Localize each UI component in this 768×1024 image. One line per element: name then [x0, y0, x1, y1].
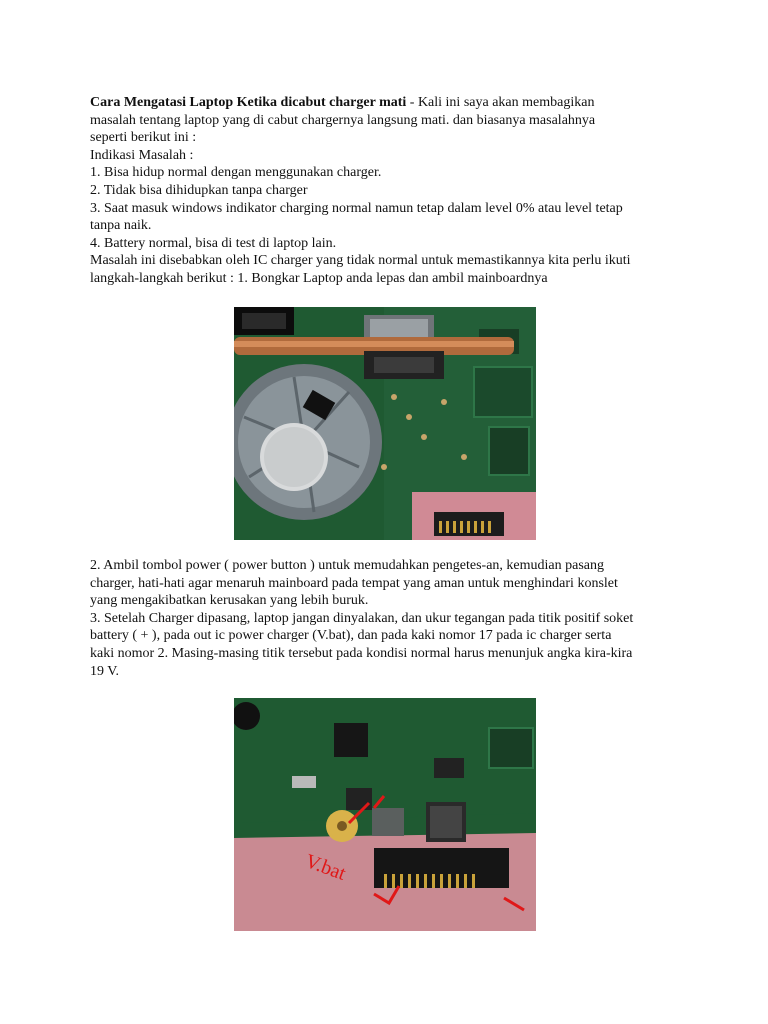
steps-section — [90, 557, 690, 680]
step-line: 19 V. — [90, 663, 120, 679]
problem-heading: Indikasi Masalah : — [90, 147, 194, 163]
intro-line: seperti berikut ini : — [90, 130, 197, 146]
cause-line: Masalah ini disebabkan oleh IC charger yang tidak normal untuk memastikannya kita perlu ikuti — [90, 253, 631, 269]
problem-item: 4. Battery normal, bisa di test di laptop lain. — [90, 235, 337, 251]
charger-ic-photo — [234, 698, 536, 931]
mainboard-fan-photo — [234, 307, 536, 540]
vbat-annotation: V.bat — [302, 850, 349, 885]
step-line: 3. Setelah Charger dipasang, laptop jangan dinyalakan, dan ukur tegangan pada titik positif soket — [90, 610, 634, 626]
step-line: kaki nomor 2. Masing-masing titik tersebut pada kondisi normal harus menunjuk angka kira-kira — [90, 645, 633, 661]
problem-item: 2. Tidak bisa dihidupkan tanpa charger — [90, 182, 308, 198]
intro-line: masalah tentang laptop yang di cabut chargernya langsung mati. dan biasanya masalahnya — [90, 112, 596, 128]
article-title: Cara Mengatasi Laptop Ketika dicabut charger mati — [90, 95, 407, 110]
intro-section — [90, 94, 690, 288]
step-line: yang mengakibatkan kerusakan yang lebih buruk. — [90, 593, 369, 609]
intro-line — [90, 94, 690, 112]
step-line: 2. Ambil tombol power ( power button ) untuk memudahkan pengetes-an, kemudian pasang — [90, 558, 605, 573]
step-line: battery ( + ), pada out ic power charger (V.bat), dan pada kaki nomor 17 pada ic charger serta — [90, 628, 612, 644]
cause-line: langkah-langkah berikut : 1. Bongkar Laptop anda lepas dan ambil mainboardnya — [90, 270, 548, 286]
problem-item: 3. Saat masuk windows indikator charging normal namun tetap dalam level 0% atau level tetap — [90, 200, 623, 216]
intro-line-text: - Kali ini saya akan membagikan — [406, 95, 595, 110]
problem-item: tanpa naik. — [90, 218, 152, 234]
step-line: charger, hati-hati agar menaruh mainboard pada tempat yang aman untuk menghindari konslet — [90, 575, 618, 591]
problem-item: 1. Bisa hidup normal dengan menggunakan charger. — [90, 165, 382, 181]
